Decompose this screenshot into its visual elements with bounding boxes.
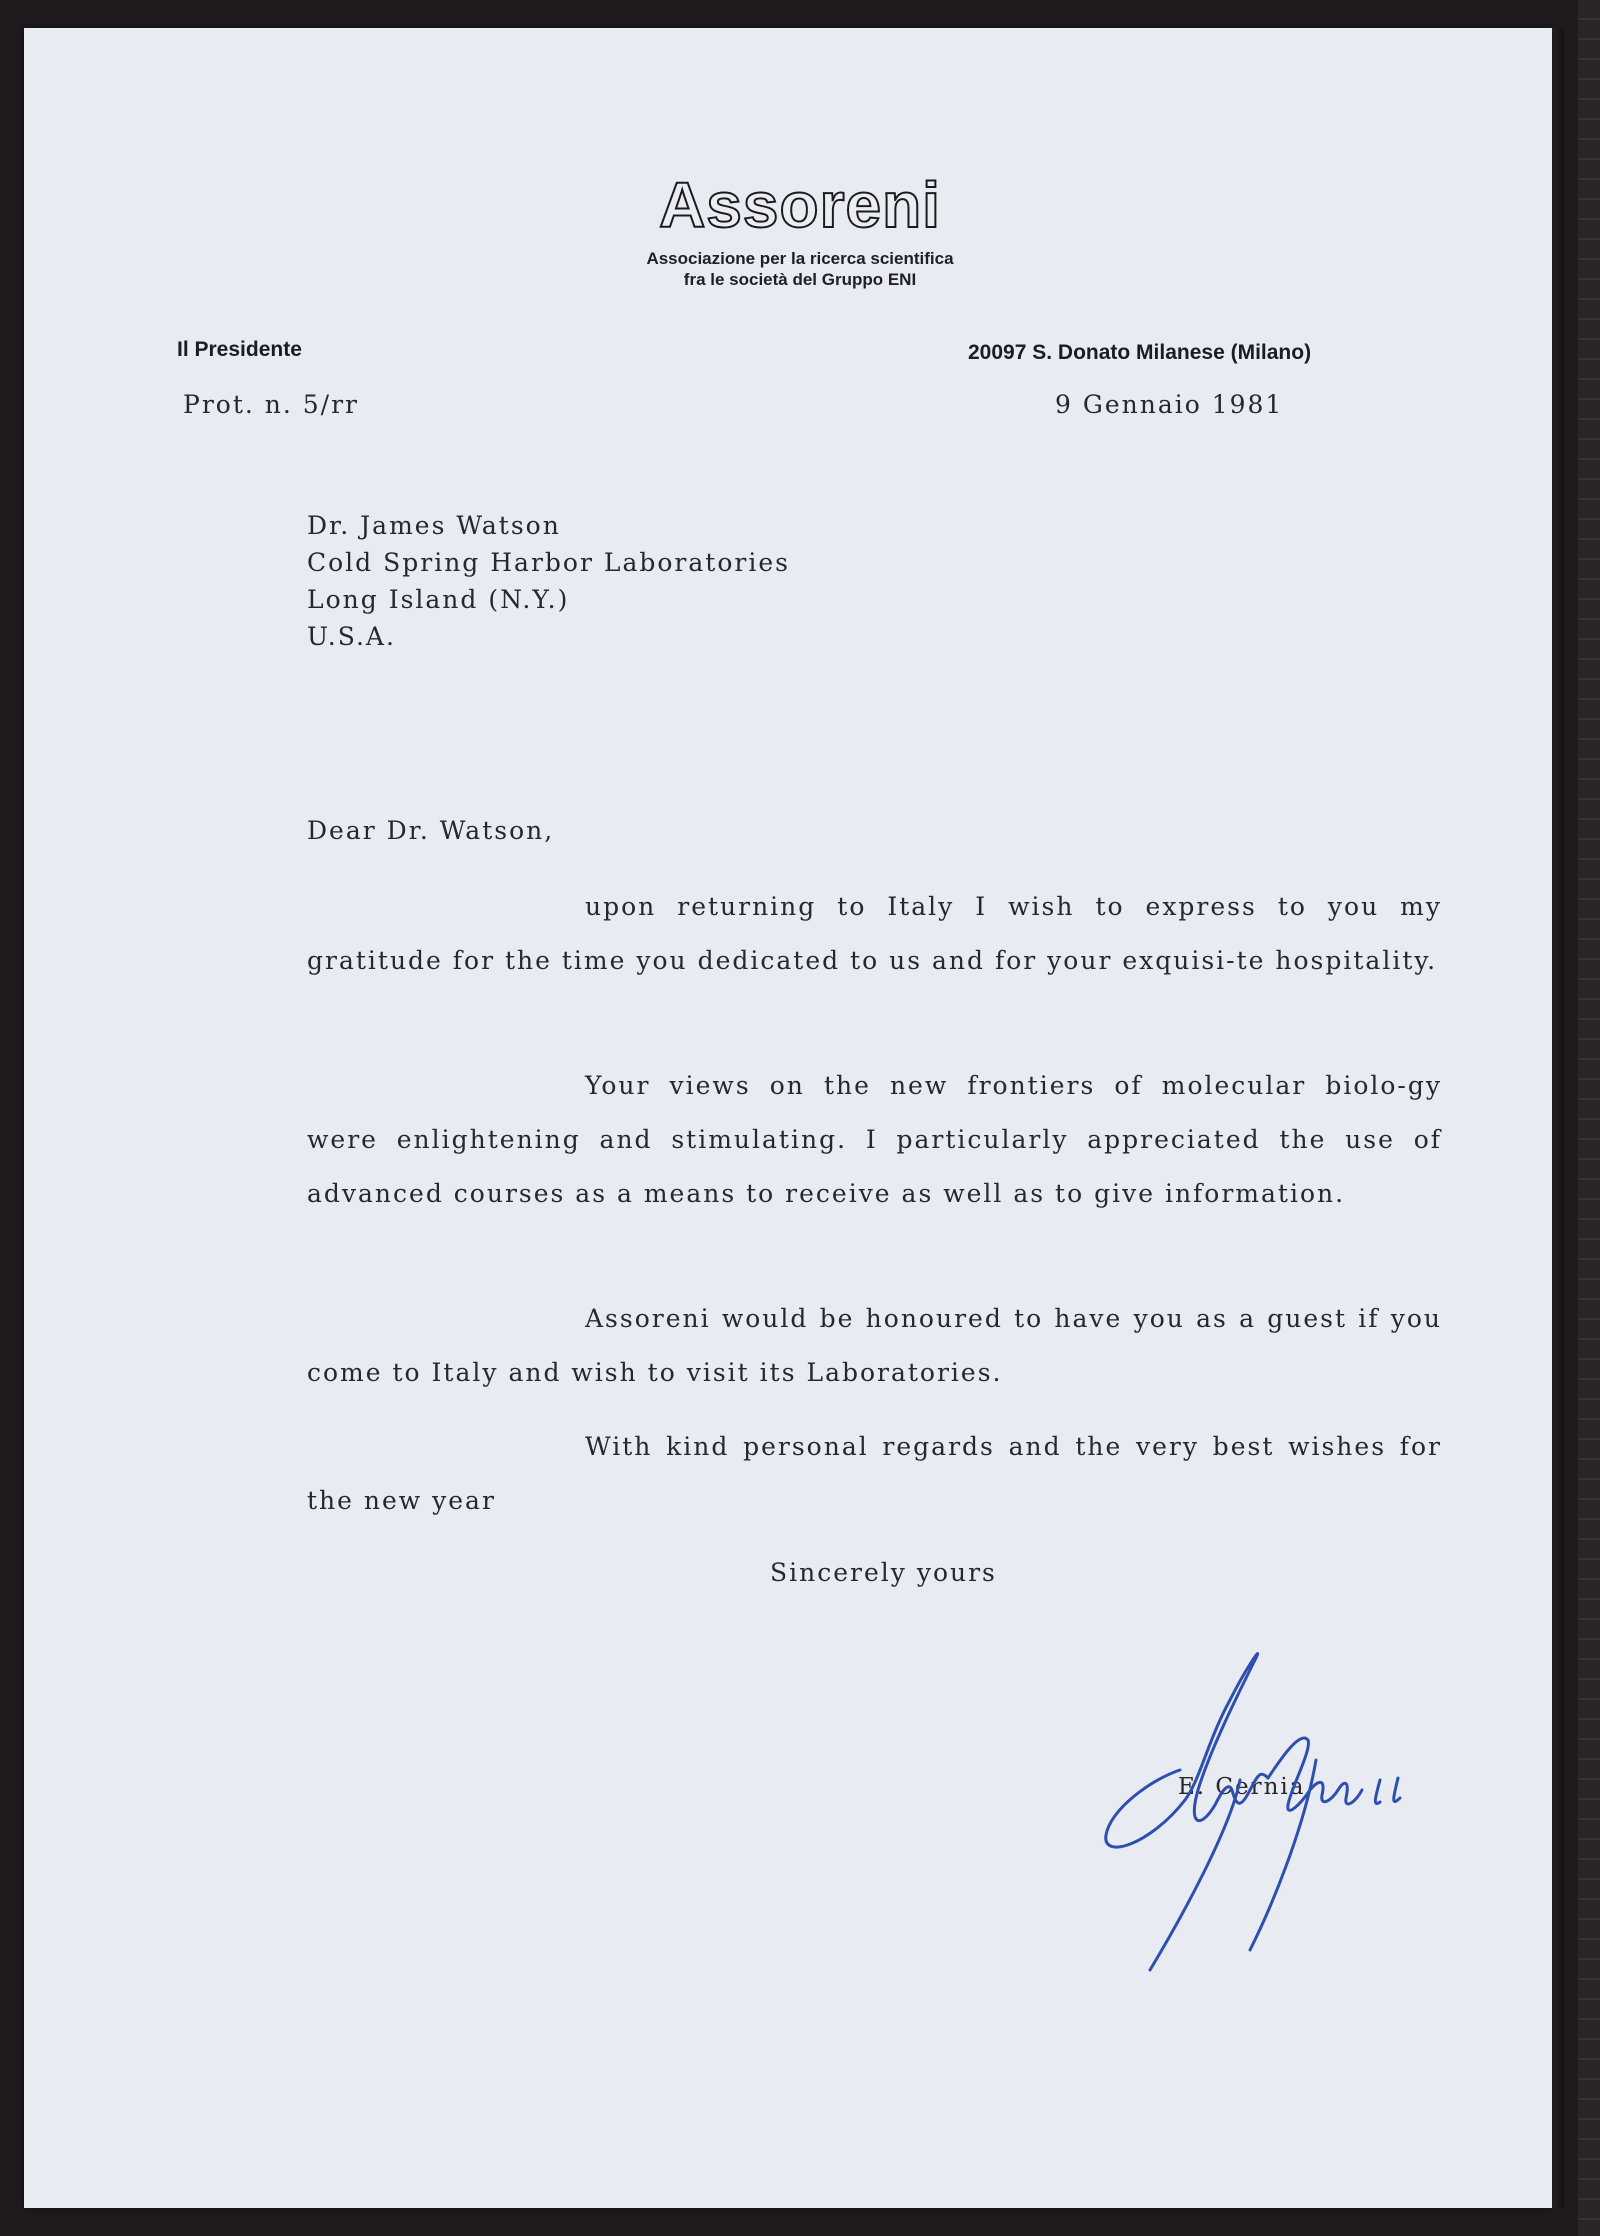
letterhead-subtitle-2: fra le società del Gruppo ENI [683, 270, 917, 289]
recipient-line: Cold Spring Harbor Laboratories [307, 548, 790, 577]
recipient-address [307, 507, 790, 655]
letterhead-address: 20097 S. Donato Milanese (Milano) [968, 341, 1312, 364]
body-paragraph: upon returning to Italy I wish to express to you my gratitude for the time you dedicated to us and for your exquisi-te hospitality. [307, 892, 1442, 975]
recipient-line: U.S.A. [307, 622, 396, 651]
protocol-reference: Prot. n. 5/rr [183, 390, 359, 419]
background-ruler [1578, 0, 1600, 2236]
paper-shadow-edge [1552, 28, 1564, 2208]
signatory-name: E. Cernia [1178, 1774, 1306, 1800]
body-paragraph: Assoreni would be honoured to have you as a guest if you come to Italy and wish to visit its Laboratories. [307, 1304, 1442, 1387]
letterhead-subtitle-1: Associazione per la ricerca scientifica [646, 249, 954, 268]
body-paragraph: With kind personal regards and the very best wishes for the new year [307, 1432, 1442, 1515]
recipient-line: Dr. James Watson [307, 511, 561, 540]
closing: Sincerely yours [770, 1558, 997, 1587]
salutation: Dear Dr. Watson, [307, 816, 555, 845]
handwritten-signature [1090, 1630, 1470, 1980]
letterhead-office: Il Presidente [177, 338, 302, 361]
letterhead-logo: Assoreni [659, 169, 941, 241]
letter-date: 9 Gennaio 1981 [1055, 390, 1284, 419]
body-paragraph: Your views on the new frontiers of molecular biolo-gy were enlightening and stimulating. I particularly appreciated the use of advanced courses as a means to receive as well as to give information. [307, 1071, 1442, 1208]
recipient-line: Long Island (N.Y.) [307, 585, 570, 614]
